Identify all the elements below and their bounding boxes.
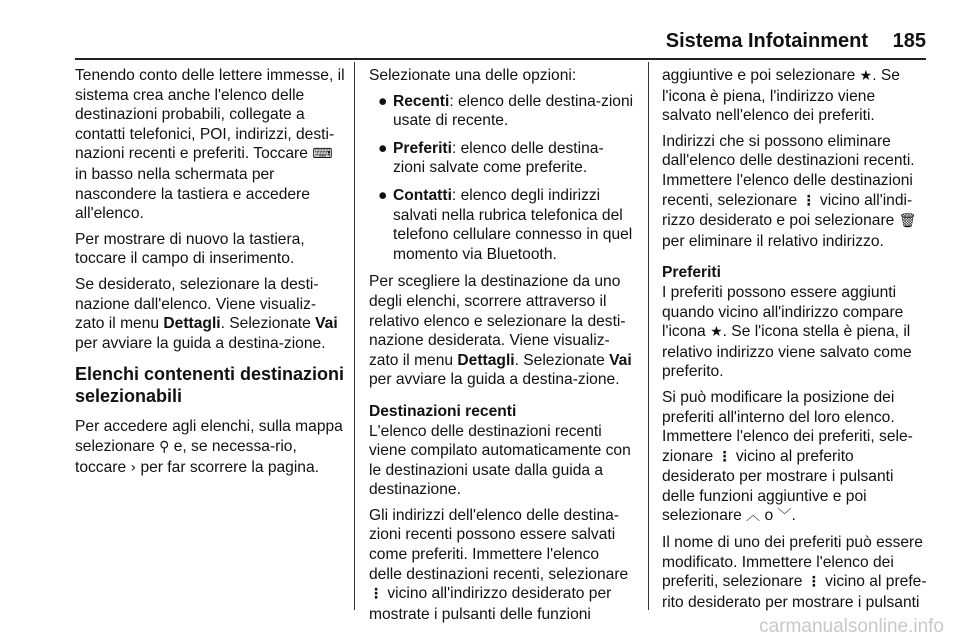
trash-icon: 🗑 xyxy=(898,213,917,230)
subheading: Destinazioni recenti xyxy=(369,402,517,420)
bullet: ● xyxy=(378,92,388,110)
column-divider-1 xyxy=(354,62,355,610)
column-divider-2 xyxy=(648,62,649,610)
paragraph xyxy=(662,132,928,252)
text: Indirizzi che si possono eliminare dall'elenco delle destinazioni recenti. Immettere l'elenco delle destinazioni recenti, selezionare xyxy=(662,132,915,209)
text: aggiuntive e poi selezionare xyxy=(662,67,856,84)
paragraph: L'elenco delle destinazioni recenti viene compilato automaticamente con le destinazioni usate dalla guida a destinazione. xyxy=(369,422,631,499)
watermark: carmanualsonline.info xyxy=(759,616,944,637)
text: e, se necessa-rio, toccare xyxy=(75,437,297,476)
text: : elenco degli indirizzi salvati nella rubrica telefonica del telefono cellulare connesso in quel momento via Bluetooth. xyxy=(393,186,633,263)
term: Contatti xyxy=(393,186,452,204)
options-list xyxy=(369,92,635,265)
text: . Selezionate xyxy=(514,351,605,369)
term: Recenti xyxy=(393,92,450,110)
text: vicino all'indirizzo desiderato per mostrate i pulsanti delle funzioni xyxy=(369,585,612,623)
text: . Selezionate xyxy=(220,315,311,333)
text: vicino al preferito desiderato per mostrare i pulsanti delle funzioni aggiuntive e poi selezionare xyxy=(662,447,894,525)
keyboard-hide-icon: ⌨ xyxy=(312,146,333,163)
column-2 xyxy=(369,66,635,630)
more-vertical-icon: ⋮ xyxy=(801,192,816,209)
text: . Se l'icona è piena, l'indirizzo viene salvato nell'elenco dei preferiti. xyxy=(662,67,900,125)
text: per eliminare il relativo indirizzo. xyxy=(662,232,884,250)
paragraph xyxy=(369,506,635,625)
column-1 xyxy=(75,66,345,484)
text: Per scegliere la destinazione da uno degli elenchi, scorrere attraverso il relativo elenco e selezionare la desti-nazione desiderata. Viene visualiz-zato il menu xyxy=(369,273,626,369)
text: Tenendo conto delle lettere immesse, il sistema crea anche l'elenco delle destinazioni probabili, collegate a contatti telefonici, POI, indirizzi, desti-nazioni recenti e preferiti. Toccare xyxy=(75,67,345,163)
menu-term-vai: Vai xyxy=(609,351,632,369)
paragraph xyxy=(75,417,345,478)
paragraph xyxy=(75,66,345,224)
menu-term-dettagli: Dettagli xyxy=(163,315,221,333)
text: per avviare la guida a destina-zione. xyxy=(369,371,620,389)
header-title: Sistema Infotainment xyxy=(665,30,868,52)
bullet: ● xyxy=(378,186,388,204)
star-icon: ★ xyxy=(859,68,873,84)
paragraph xyxy=(75,275,345,353)
term: Preferiti xyxy=(393,139,452,157)
text: . xyxy=(791,507,796,525)
text: per avviare la guida a destina-zione. xyxy=(75,334,326,352)
more-vertical-icon: ⋮ xyxy=(806,574,821,591)
page-number: 185 xyxy=(892,30,926,52)
text: vicino al prefe-rito desiderato per mostrare i pulsanti xyxy=(662,573,927,611)
more-vertical-icon: ⋮ xyxy=(369,586,383,603)
page-header xyxy=(75,26,926,54)
text: o xyxy=(764,507,774,525)
text: : elenco delle destina-zioni usate di recente. xyxy=(393,92,634,130)
paragraph xyxy=(369,272,635,390)
column-3 xyxy=(662,66,928,618)
paragraph xyxy=(662,283,928,382)
paragraph xyxy=(662,533,928,612)
subheading: Preferiti xyxy=(662,264,721,282)
paragraph xyxy=(662,66,928,126)
list-item xyxy=(369,92,635,131)
text: I preferiti possono essere aggiunti quando vicino all'indirizzo compare l'icona xyxy=(662,283,904,341)
paragraph xyxy=(662,388,928,527)
menu-term-vai: Vai xyxy=(315,315,338,333)
chevron-up-icon: ︿ xyxy=(746,508,761,525)
text: Si può modificare la posizione dei preferiti all'interno del loro elenco. Immettere l'elenco dei preferiti, sele-zionare xyxy=(662,388,913,465)
list-item xyxy=(369,186,635,264)
text: per far scorrere la pagina. xyxy=(140,458,319,476)
text: . Se l'icona stella è piena, il relativo indirizzo viene salvato come preferito. xyxy=(662,323,912,381)
list-item xyxy=(369,139,635,178)
text: Il nome di uno dei preferiti può essere modificato. Immettere l'elenco dei preferiti, selezionare xyxy=(662,534,923,591)
menu-term-dettagli: Dettagli xyxy=(457,351,515,369)
text: Gli indirizzi dell'elenco delle destina-zioni recenti possono essere salvati come preferiti. Immettere l'elenco delle destinazioni recenti, selezionare xyxy=(369,506,629,583)
chevron-right-icon: › xyxy=(130,459,137,476)
star-icon: ★ xyxy=(710,324,723,341)
text: Se desiderato, selezionare la desti-nazione dall'elenco. Viene visualiz-zato il menu xyxy=(75,275,319,333)
text: vicino all'indi-rizzo desiderato e poi selezionare xyxy=(662,191,913,230)
bullet: ● xyxy=(378,139,388,157)
section-title: Elenchi contenenti destinazioni selezionabili xyxy=(75,364,345,407)
header-rule xyxy=(75,58,926,60)
text: Per accedere agli elenchi, sulla mappa selezionare xyxy=(75,418,343,455)
text: in basso nella schermata per nascondere la tastiera e accedere all'elenco. xyxy=(75,165,310,223)
chevron-down-icon: ﹀ xyxy=(777,508,792,525)
paragraph: Selezionate una delle opzioni: xyxy=(369,67,577,84)
paragraph: Per mostrare di nuovo la tastiera, toccare il campo di inserimento. xyxy=(75,230,305,268)
search-icon: ⚲ xyxy=(159,438,170,455)
more-vertical-icon: ⋮ xyxy=(717,448,732,465)
text: : elenco delle destina-zioni salvate come preferite. xyxy=(393,139,604,177)
